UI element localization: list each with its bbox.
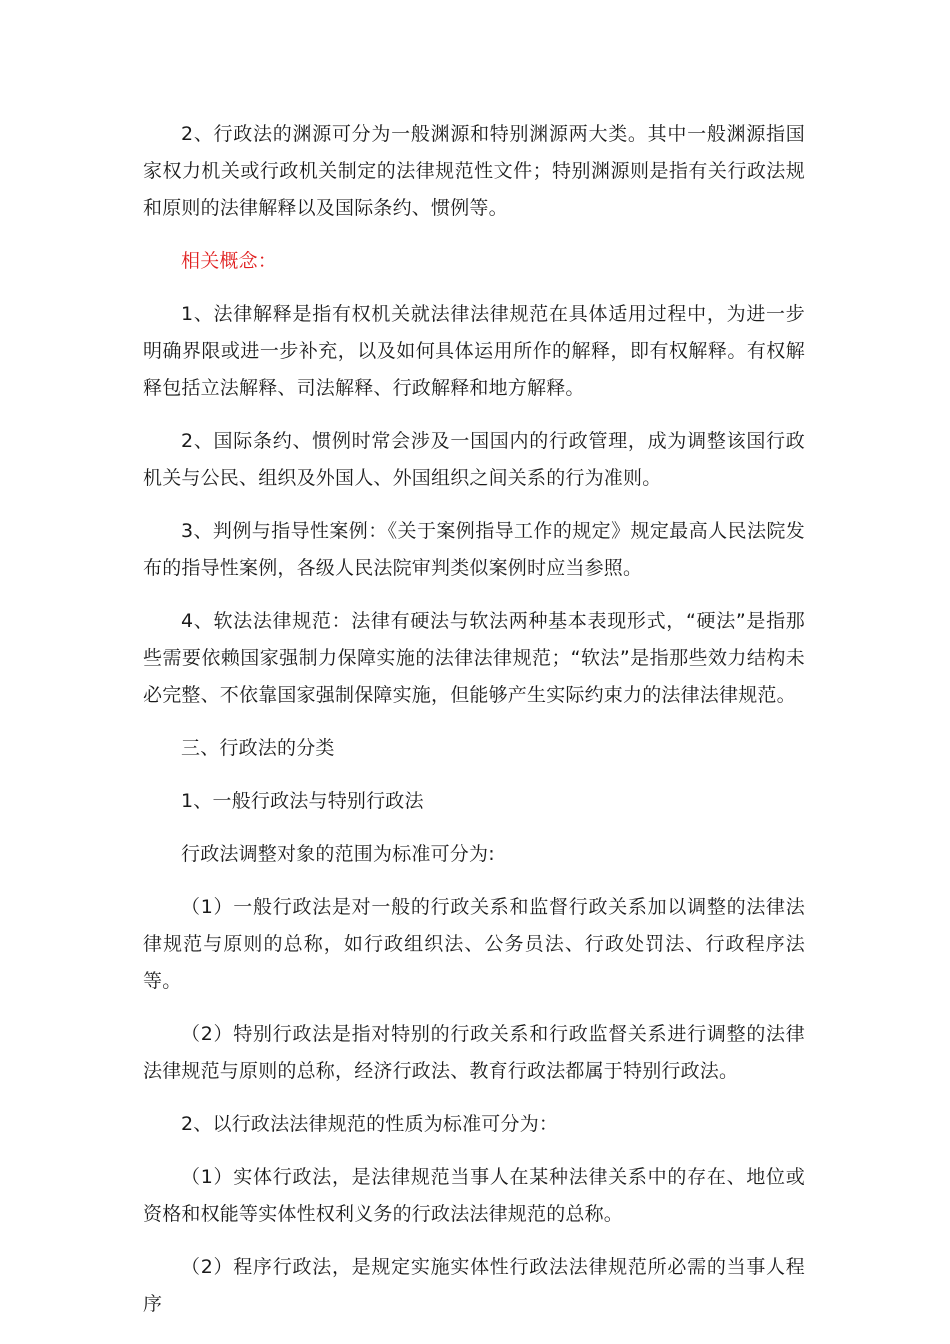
paragraph-scope-criterion: 行政法调整对象的范围为标准可分为:	[181, 843, 495, 865]
paragraph-international-treaties: 2、国际条约、惯例时常会涉及一国国内的行政管理，成为调整该国行政机关与公民、组织及外国人、外国组织之间关系的行为准则。	[143, 430, 805, 489]
section-heading-classification: 三、行政法的分类	[181, 737, 335, 759]
paragraph-procedural-admin-law: （2）程序行政法，是规定实施实体性行政法法律规范所必需的当事人程序	[143, 1256, 805, 1315]
document-body	[143, 116, 805, 1339]
subheading-general-special: 1、一般行政法与特别行政法	[181, 790, 424, 812]
paragraph-soft-law: 4、软法法律规范：法律有硬法与软法两种基本表现形式，“硬法”是指那些需要依赖国家强制力保障实施的法律法律规范；“软法”是指那些效力结构未必完整、不依靠国家强制保障实施，但能够产生实际约束力的法律法律规范。	[143, 610, 805, 706]
paragraph-guiding-cases: 3、判例与指导性案例：《关于案例指导工作的规定》规定最高人民法院发布的指导性案例，各级人民法院审判类似案例时应当参照。	[143, 520, 805, 579]
paragraph-special-admin-law: （2）特别行政法是指对特别的行政关系和行政监督关系进行调整的法律法律规范与原则的总称，经济行政法、教育行政法都属于特别行政法。	[143, 1023, 805, 1082]
paragraph-substantive-admin-law: （1）实体行政法，是法律规范当事人在某种法律关系中的存在、地位或资格和权能等实体性权利义务的行政法法律规范的总称。	[143, 1166, 805, 1225]
paragraph-general-admin-law: （1）一般行政法是对一般的行政关系和监督行政关系加以调整的法律法律规范与原则的总称，如行政组织法、公务员法、行政处罚法、行政程序法等。	[143, 896, 805, 992]
paragraph-sources-classification: 2、行政法的渊源可分为一般渊源和特别渊源两大类。其中一般渊源指国家权力机关或行政机关制定的法律规范性文件；特别渊源则是指有关行政法规和原则的法律解释以及国际条约、惯例等。	[143, 123, 805, 219]
subheading-nature-criterion: 2、以行政法法律规范的性质为标准可分为：	[181, 1113, 559, 1135]
related-concepts-heading: 相关概念：	[181, 250, 278, 272]
paragraph-legal-interpretation: 1、法律解释是指有权机关就法律法律规范在具体适用过程中，为进一步明确界限或进一步补充，以及如何具体运用所作的解释，即有权解释。有权解释包括立法解释、司法解释、行政解释和地方解释。	[143, 303, 805, 399]
